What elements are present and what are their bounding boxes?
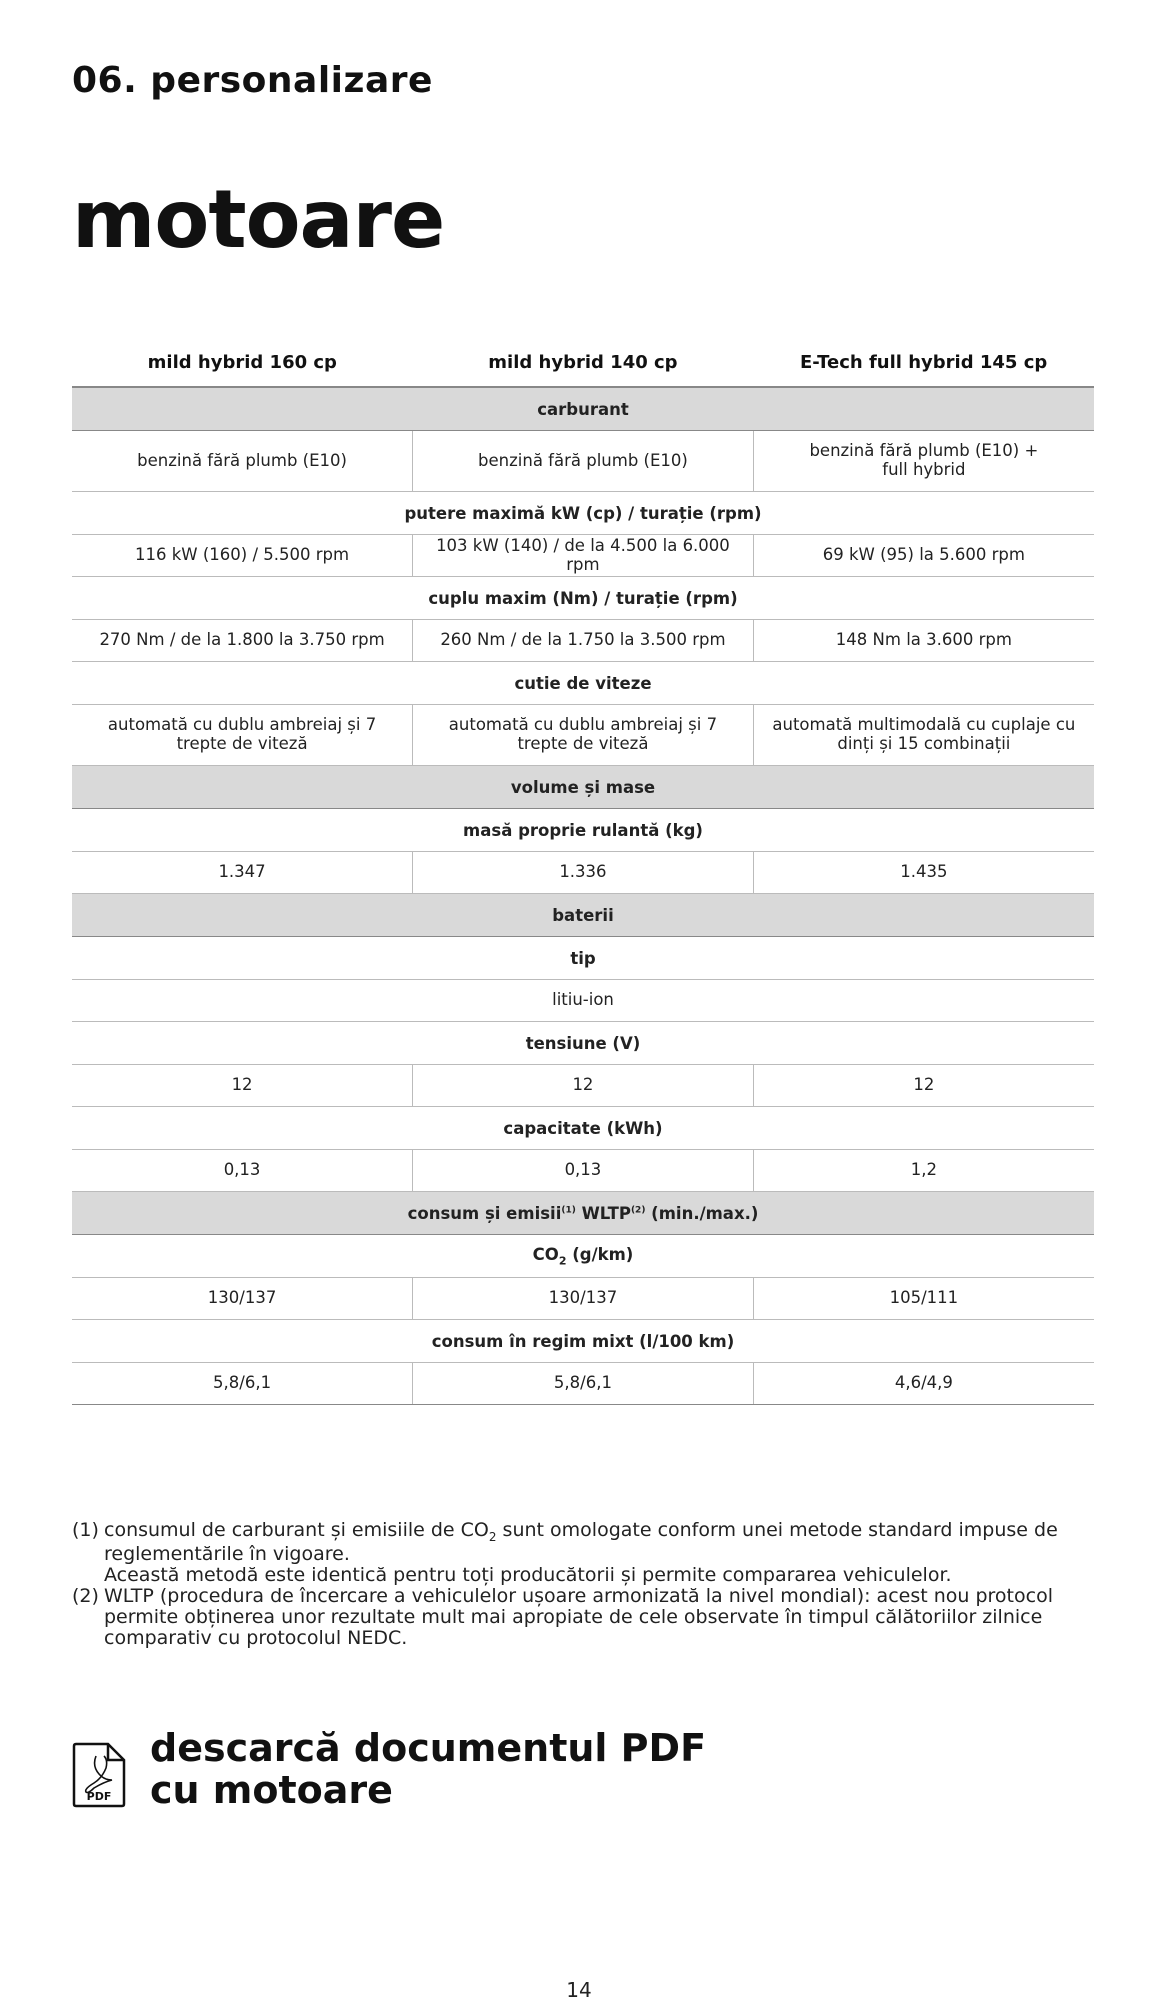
footnote-2: [72, 1586, 1102, 1649]
table-cell: 5,8/6,1: [413, 1363, 754, 1405]
footnote-number: (1): [72, 1519, 99, 1541]
table-cell: litiu-ion: [72, 980, 1094, 1022]
subheader-row-masa: [72, 809, 1094, 852]
subheader-label: tensiune (V): [72, 1022, 1094, 1065]
footnote-text-a: consumul de carburant și emisiile de CO: [104, 1519, 489, 1541]
table-cell: 12: [753, 1065, 1094, 1107]
footnote-1: [72, 1520, 1102, 1586]
page-title: motoare: [72, 173, 445, 266]
subheader-label: [72, 1235, 1094, 1278]
table-cell: 130/137: [413, 1278, 754, 1320]
subheader-label: cuplu maxim (Nm) / turație (rpm): [72, 577, 1094, 620]
section-label: volume și mase: [72, 766, 1094, 809]
footnote-text: WLTP (procedura de încercare a vehiculelor ușoare armonizată la nivel mondial): acest nou protocol permite obținerea unor rezultate mult mai apropiate de cele observate în timpul călătoriilor zilnice comparativ cu protocolul NEDC.: [104, 1584, 1053, 1649]
subheader-label: cutie de viteze: [72, 662, 1094, 705]
table-cell: [753, 431, 1094, 492]
subheader-label: putere maximă kW (cp) / turație (rpm): [72, 492, 1094, 535]
table-row: [72, 980, 1094, 1022]
footnote-ref-1: (1): [561, 1205, 576, 1215]
table-cell: 1.435: [753, 852, 1094, 894]
section-row-volume: [72, 766, 1094, 809]
table-cell: 1.336: [413, 852, 754, 894]
table-cell: 69 kW (95) la 5.600 rpm: [753, 535, 1094, 577]
column-header: E-Tech full hybrid 145 cp: [753, 338, 1094, 387]
gearbox-text: automată cu dublu ambreiaj și 7 trepte de viteză: [107, 715, 377, 753]
table-cell: 0,13: [72, 1150, 413, 1192]
subheader-row-tensiune: [72, 1022, 1094, 1065]
subheader-label: tip: [72, 937, 1094, 980]
gearbox-text: automată cu dublu ambreiaj și 7 trepte de viteză: [448, 715, 718, 753]
table-row: [72, 852, 1094, 894]
table-header-row: [72, 338, 1094, 387]
download-pdf-label[interactable]: [150, 1728, 706, 1812]
column-header: mild hybrid 140 cp: [413, 338, 754, 387]
table-cell: benzină fără plumb (E10): [72, 431, 413, 492]
table-cell: 1,2: [753, 1150, 1094, 1192]
subheader-label: masă proprie rulantă (kg): [72, 809, 1094, 852]
table-cell: 130/137: [72, 1278, 413, 1320]
download-line-1: descarcă documentul PDF: [150, 1726, 707, 1770]
section-title: 06. personalizare: [72, 60, 433, 101]
table-cell: [413, 705, 754, 766]
table-row: [72, 535, 1094, 577]
table-cell: 12: [72, 1065, 413, 1107]
footnote-text-c: Această metodă este identică pentru toți producătorii și permite compararea vehiculelor.: [104, 1563, 952, 1586]
consum-label-c: (min./max.): [645, 1203, 759, 1223]
footnote-number: (2): [72, 1584, 99, 1607]
table-row: [72, 1278, 1094, 1320]
pdf-icon-label: PDF: [86, 1790, 112, 1803]
table-cell: 148 Nm la 3.600 rpm: [753, 620, 1094, 662]
engines-spec-table: [72, 338, 1094, 1405]
table-cell: 116 kW (160) / 5.500 rpm: [72, 535, 413, 577]
fuel-type-text: benzină fără plumb (E10) + full hybrid: [809, 441, 1039, 479]
section-row-baterii: [72, 894, 1094, 937]
subheader-row-capacitate: [72, 1107, 1094, 1150]
download-line-2: cu motoare: [150, 1767, 393, 1812]
subheader-row-putere: [72, 492, 1094, 535]
subheader-label: capacitate (kWh): [72, 1107, 1094, 1150]
table-cell: 5,8/6,1: [72, 1363, 413, 1405]
subheader-label: consum în regim mixt (l/100 km): [72, 1320, 1094, 1363]
table-cell: 0,13: [413, 1150, 754, 1192]
table-cell: benzină fără plumb (E10): [413, 431, 754, 492]
table-cell: [72, 705, 413, 766]
table-cell: 12: [413, 1065, 754, 1107]
download-pdf-link[interactable]: [72, 1728, 706, 1812]
table-cell: 103 kW (140) / de la 4.500 la 6.000 rpm: [413, 535, 754, 577]
table-cell: 1.347: [72, 852, 413, 894]
co2-label-a: CO: [532, 1244, 559, 1264]
table-row: [72, 431, 1094, 492]
subheader-row-tip: [72, 937, 1094, 980]
column-header: mild hybrid 160 cp: [72, 338, 413, 387]
table-row: [72, 1065, 1094, 1107]
pdf-file-icon: [72, 1742, 126, 1808]
footnote-text-b: sunt omologate conform unei metode standard impuse de reglementările în vigoare.: [104, 1519, 1058, 1565]
table-row: [72, 1150, 1094, 1192]
footnote-ref-2: (2): [630, 1205, 646, 1215]
footnotes: [72, 1520, 1102, 1648]
section-row-carburant: [72, 387, 1094, 431]
consum-label-b: WLTP: [575, 1203, 631, 1223]
table-cell: 260 Nm / de la 1.750 la 3.500 rpm: [413, 620, 754, 662]
table-cell: [753, 705, 1094, 766]
co2-label-b: (g/km): [566, 1244, 634, 1264]
subheader-row-co2: [72, 1235, 1094, 1278]
consum-label-a: consum și emisii: [407, 1203, 562, 1223]
table-row: [72, 1363, 1094, 1405]
footnote-subscript: 2: [488, 1529, 497, 1544]
section-row-consum: [72, 1192, 1094, 1235]
subheader-row-cutie: [72, 662, 1094, 705]
page-number: 14: [566, 1978, 592, 2002]
table-cell: 270 Nm / de la 1.800 la 3.750 rpm: [72, 620, 413, 662]
gearbox-text: automată multimodală cu cuplaje cu dinți și 15 combinații: [772, 715, 1076, 753]
table-cell: 4,6/4,9: [753, 1363, 1094, 1405]
subheader-row-mixt: [72, 1320, 1094, 1363]
co2-subscript: 2: [558, 1254, 567, 1268]
section-label: baterii: [72, 894, 1094, 937]
section-label: [72, 1192, 1094, 1235]
footnote-text: [104, 1520, 1102, 1586]
section-label: carburant: [72, 387, 1094, 431]
subheader-row-cuplu: [72, 577, 1094, 620]
table-row: [72, 620, 1094, 662]
table-cell: 105/111: [753, 1278, 1094, 1320]
table-row: [72, 705, 1094, 766]
